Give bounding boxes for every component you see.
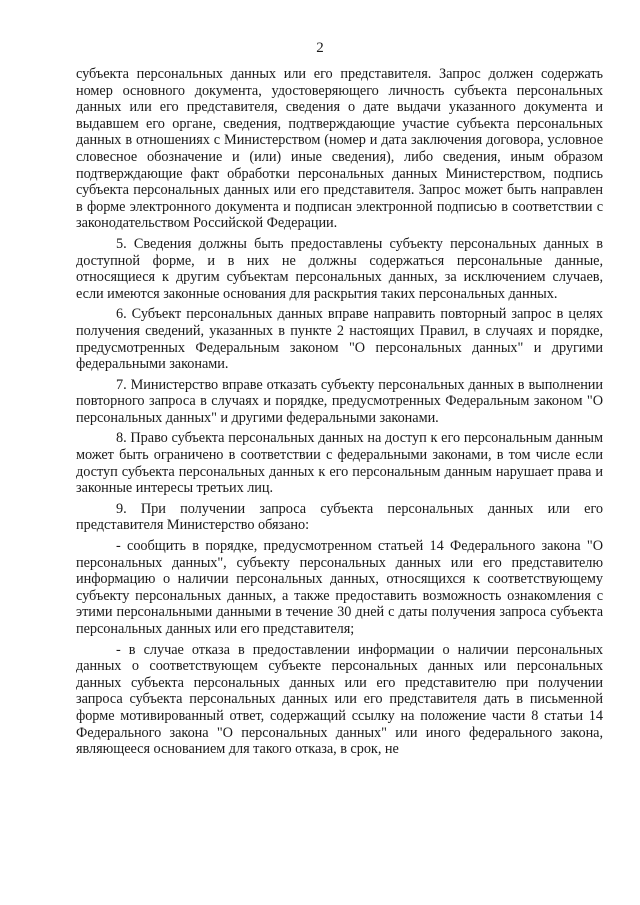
page-number: 2 <box>316 40 324 56</box>
paragraph-item-6: 6. Субъект персональных данных вправе направить повторный запрос в целях получения сведений, указанных в пункте 2 настоящих Правил, в случаях и порядке, предусмотренных Федеральным законом "О персональных данных" и другими федеральными законами. <box>76 306 603 373</box>
paragraph-item-9: 9. При получении запроса субъекта персональных данных или его представителя Министерство обязано: <box>76 500 603 534</box>
document-body <box>76 66 603 762</box>
paragraph-subitem-refusal: - в случае отказа в предоставлении информации о наличии персональных данных о соответствующем субъекте персональных данных или персональных данных субъекта персональных данных или его представителю при получении запроса субъекта персональных данных или его представителя дать в письменной форме мотивированный ответ, содержащий ссылку на положение части 8 статьи 14 Федерального закона "О персональных данных" или иного федерального закона, являющееся основанием для такого отказа, в срок, не <box>76 641 603 758</box>
paragraph-item-7: 7. Министерство вправе отказать субъекту персональных данных в выполнении повторного запроса в случаях и порядке, предусмотренных Федеральным законом "О персональных данных" и другими федеральными законами. <box>76 376 603 426</box>
paragraph-item-8: 8. Право субъекта персональных данных на доступ к его персональным данным может быть ограничено в соответствии с федеральными законами, в том числе если доступ субъекта персональных данных к его персональным данным нарушает права и законные интересы третьих лиц. <box>76 430 603 497</box>
paragraph-subitem-inform: - сообщить в порядке, предусмотренном статьей 14 Федерального закона "О персональных данных", субъекту персональных данных или его представителю информацию о наличии персональных данных, относящихся к соответствующему субъекту персональных данных, а также предоставить возможность ознакомления с этими персональными данными в течение 30 дней с даты получения запроса субъекта персональных данных или его представителя; <box>76 538 603 637</box>
paragraph-item-5: 5. Сведения должны быть предоставлены субъекту персональных данных в доступной форме, и в них не должны содержаться персональные данные, относящиеся к другим субъектам персональных данных, за исключением случаев, если имеются законные основания для раскрытия таких персональных данных. <box>76 235 603 302</box>
paragraph-continuation: субъекта персональных данных или его представителя. Запрос должен содержать номер основного документа, удостоверяющего личность субъекта персональных данных или его представителя, сведения о дате выдачи указанного документа и выдавшем его органе, сведения, подтверждающие участие субъекта персональных данных в отношениях с Министерством (номер и дата заключения договора, условное словесное обозначение и (или) иные сведения), либо сведения, иным образом подтверждающие факт обработки персональных данных Министерством, подпись субъекта персональных данных или его представителя. Запрос может быть направлен в форме электронного документа и подписан электронной подписью в соответствии с законодательством Российской Федерации. <box>76 66 603 232</box>
